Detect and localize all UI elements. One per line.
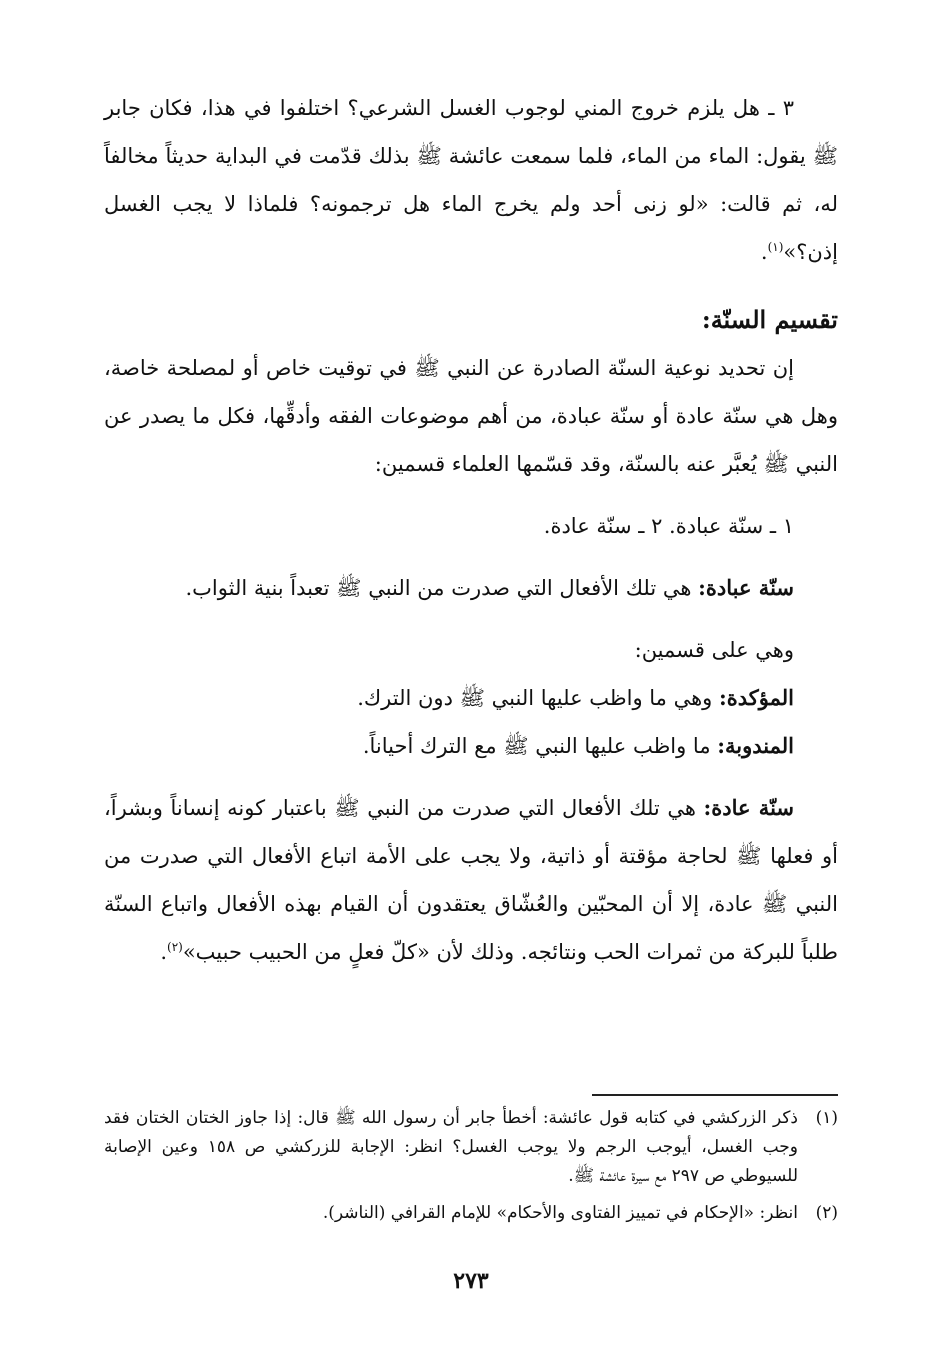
two-kinds-line: وهي على قسمين: [634,638,794,662]
footnote-1 [104,1104,838,1191]
footnote-1-number: (١) [815,1108,838,1128]
footnote-2-text: انظر: «الإحكام في تمييز الفتاوى والأحكام» للإمام القرافي (الناشر). [322,1203,798,1223]
muakkada-label: المؤكدة: [719,685,794,710]
footnotes [104,1104,838,1228]
muakkada-text: وهي ما واظب عليها النبي ﷺ دون الترك. [357,686,719,710]
mandouba-label: المندوبة: [717,733,794,758]
paragraph-sunna-aada [104,784,838,976]
sunna-types-list: ١ ـ سنّة عبادة. ٢ ـ سنّة عادة. [543,514,794,538]
sunna-ibada-label: سنّة عبادة: [698,575,794,600]
sunna-aada-text: هي تلك الأفعال التي صدرت من النبي ﷺ باعتبار كونه إنساناً وبشراً، أو فعلها ﷺ لحاجة مؤقتة أو ذاتية، ولا يجب على الأمة اتباع الأفعال التي صدرت من النبي ﷺ عادة، إلا أن المحبّين والعُشّاق يعتقدون أن القيام بهذه الأفعال واتباع السنّة طلباً للبركة من ثمرات الحب ونتائجه. وذلك لأن «كلّ فعلٍ من الحبيب حبيب» [104,796,838,964]
mandouba-text: ما واظب عليها النبي ﷺ مع الترك أحياناً. [362,734,718,758]
paragraph-mandouba [104,722,838,770]
footnote-divider [592,1094,838,1096]
page-number: ٢٧٣ [453,1268,489,1294]
footnote-1-text: ذكر الزركشي في كتابه قول عائشة: أخطأ جابر أن رسول الله ﷺ قال: إذا جاوز الختان الختان فقد وجب الغسل، أيوجب الرجم ولا يوجب الغسل؟ انظر: الإجابة للزركشي ص ١٥٨ وعين الإصابة للسيوطي ص ٢٩٧ مع سيرة عائشة ﷺ. [104,1108,798,1186]
footnote-ref-2: (٢) [167,940,183,954]
main-text [104,84,838,976]
footnote-2 [104,1199,838,1228]
sunna-ibada-text: هي تلك الأفعال التي صدرت من النبي ﷺ تعبداً بنية الثواب. [185,576,699,600]
paragraph-ghusl-text: ٣ ـ هل يلزم خروج المني لوجوب الغسل الشرعي؟ اختلفوا في هذا، فكان جابر ﷺ يقول: الماء من الماء، فلما سمعت عائشة ﷺ بذلك قدّمت في البداية حديثاً مخالفاً له، ثم قالت: «لو زنى أحد ولم يخرج الماء هل ترجمونه؟ فلماذا لا يجب الغسل إذن؟» [104,96,838,264]
paragraph-muakkada [104,674,838,722]
paragraph-ghusl [104,84,838,276]
sunna-aada-end: . [160,940,167,964]
sunna-aada-label: سنّة عادة: [703,795,794,820]
paragraph-sunna-intro: إن تحديد نوعية السنّة الصادرة عن النبي ﷺ في توقيت خاص أو لمصلحة خاصة، وهل هي سنّة عادة أو سنّة عبادة، من أهم موضوعات الفقه وأدقِّها، فكل ما يصدر عن النبي ﷺ يُعبَّر عنه بالسنّة، وقد قسّمها العلماء قسمين: [104,356,838,476]
paragraph-sunna-ibada [104,564,838,612]
section-heading-sunna-division: تقسيم السنّة: [701,305,838,334]
footnote-2-number: (٢) [815,1203,838,1223]
paragraph-ghusl-end: . [760,240,768,264]
footnote-ref-1: (١) [767,240,784,254]
